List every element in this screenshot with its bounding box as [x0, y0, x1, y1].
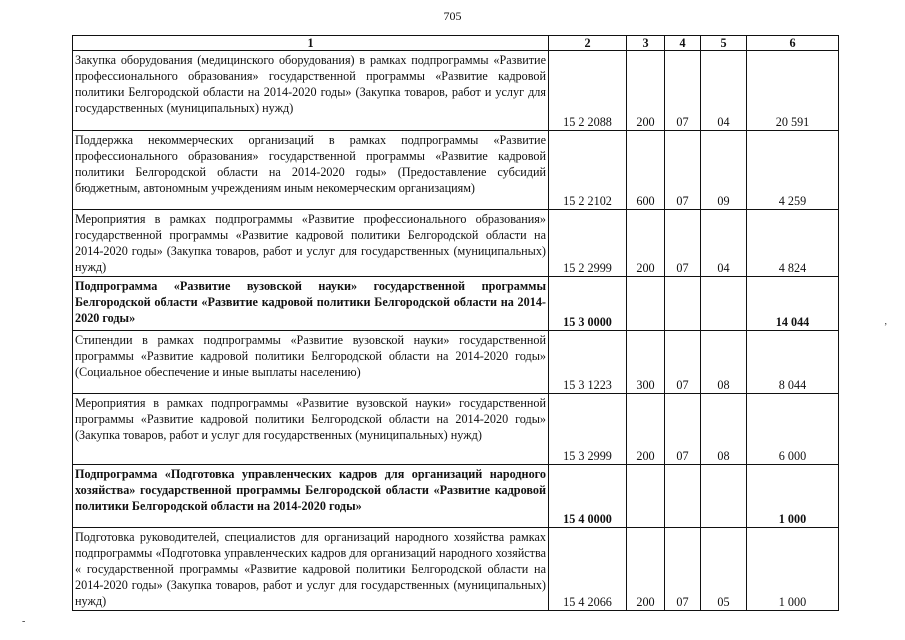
row-name: Мероприятия в рамках подпрограммы «Развитие профессионального образования» государственной программы «Развитие кадровой политики Белгородской области на 2014-2020 годы» (Закупка товаров, работ и услуг для государственных (муниципальных) нужд) [73, 210, 549, 277]
row-amount: 6 000 [747, 394, 839, 465]
row-section [665, 465, 701, 528]
column-header-amount: 6 [747, 36, 839, 51]
row-code: 15 2 2102 [549, 131, 627, 210]
row-code: 15 2 2088 [549, 51, 627, 131]
row-subsection: 09 [701, 131, 747, 210]
scan-speck: ’ [884, 322, 888, 333]
page-number: 705 [443, 9, 462, 23]
row-code: 15 4 2066 [549, 528, 627, 611]
row-amount: 8 044 [747, 331, 839, 394]
column-header-type: 3 [627, 36, 665, 51]
row-subsection: 04 [701, 51, 747, 131]
row-code: 15 4 0000 [549, 465, 627, 528]
row-amount: 14 044 [747, 277, 839, 331]
row-name: Подпрограмма «Развитие вузовской науки» государственной программы Белгородской области «Развитие кадровой политики Белгородской области на 2014-2020 годы» [73, 277, 549, 331]
row-name: Стипендии в рамках подпрограммы «Развитие вузовской науки» государственной программы «Развитие кадровой политики Белгородской области на 2014-2020 годы» (Социальное обеспечение и иные выплаты населению) [73, 331, 549, 394]
column-header-name: 1 [73, 36, 549, 51]
row-subsection [701, 465, 747, 528]
column-header-subsection: 5 [701, 36, 747, 51]
table-row [73, 394, 839, 465]
row-code: 15 3 1223 [549, 331, 627, 394]
table-row-subprogram [73, 277, 839, 331]
row-expense-type: 200 [627, 528, 665, 611]
row-subsection: 08 [701, 394, 747, 465]
row-code: 15 2 2999 [549, 210, 627, 277]
row-subsection [701, 277, 747, 331]
table-header-row [73, 36, 839, 51]
row-amount: 1 000 [747, 465, 839, 528]
budget-table [72, 35, 839, 611]
table-row [73, 131, 839, 210]
row-amount: 20 591 [747, 51, 839, 131]
row-subsection: 05 [701, 528, 747, 611]
table-row [73, 210, 839, 277]
row-section: 07 [665, 394, 701, 465]
row-section: 07 [665, 210, 701, 277]
table-row [73, 528, 839, 611]
row-amount: 4 259 [747, 131, 839, 210]
row-subsection: 08 [701, 331, 747, 394]
row-section [665, 277, 701, 331]
row-amount: 1 000 [747, 528, 839, 611]
row-name: Поддержка некоммерческих организаций в рамках подпрограммы «Развитие профессионального образования» государственной программы «Развитие кадровой политики Белгородской области на 2014-2020 годы» (Предоставление субсидий бюджетным, автономным учреждениям иным некомерческим организациям) [73, 131, 549, 210]
row-section: 07 [665, 331, 701, 394]
row-expense-type [627, 277, 665, 331]
row-name: Подготовка руководителей, специалистов для организаций народного хозяйства рамках подпрограммы «Подготовка управленческих кадров для организаций народного хозяйства « государственной программы «Развитие кадровой политики Белгородской области на 2014-2020 годы» (Закупка товаров, работ и услуг для государственных (муниципальных) нужд) [73, 528, 549, 611]
row-name: Подпрограмма «Подготовка управленческих кадров для организаций народного хозяйства» государственной программы Белгородской области «Развитие кадровой политики Белгородской области на 2014-2020 годы» [73, 465, 549, 528]
column-header-code: 2 [549, 36, 627, 51]
table-row [73, 331, 839, 394]
row-section: 07 [665, 528, 701, 611]
row-amount: 4 824 [747, 210, 839, 277]
row-expense-type: 600 [627, 131, 665, 210]
table-row-subprogram [73, 465, 839, 528]
row-subsection: 04 [701, 210, 747, 277]
row-expense-type: 200 [627, 51, 665, 131]
row-section: 07 [665, 51, 701, 131]
row-name: Закупка оборудования (медицинского оборудования) в рамках подпрограммы «Развитие профессионального образования» государственной программы «Развитие кадровой политики Белгородской области на 2014-2020 годы» (Закупка товаров, работ и услуг для государственных (муниципальных) нужд) [73, 51, 549, 131]
table-row [73, 51, 839, 131]
row-code: 15 3 2999 [549, 394, 627, 465]
row-name: Мероприятия в рамках подпрограммы «Развитие вузовской науки» государственной программы «Развитие кадровой политики Белгородской области на 2014-2020 годы» (Закупка товаров, работ и услуг для государственных (муниципальных) нужд) [73, 394, 549, 465]
row-section: 07 [665, 131, 701, 210]
scan-speck: - [22, 616, 26, 627]
row-expense-type [627, 465, 665, 528]
row-expense-type: 200 [627, 394, 665, 465]
row-expense-type: 300 [627, 331, 665, 394]
row-code: 15 3 0000 [549, 277, 627, 331]
column-header-section: 4 [665, 36, 701, 51]
row-expense-type: 200 [627, 210, 665, 277]
